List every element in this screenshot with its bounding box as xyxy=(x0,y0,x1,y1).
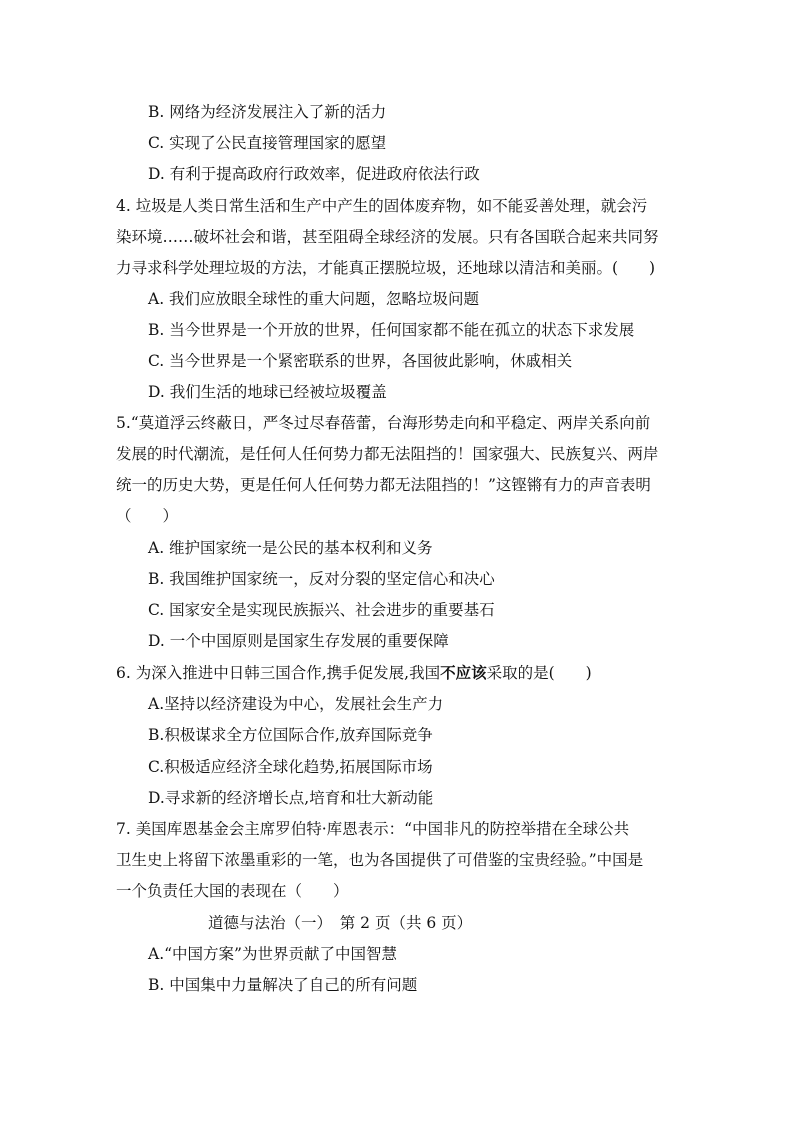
q5-option-a: A. 维护国家统一是公民的基本权利和义务 xyxy=(148,539,433,557)
q5-stem-line-2: 发展的时代潮流，是任何人任何势力都无法阻挡的！国家强大、民族复兴、两岸 xyxy=(116,445,659,463)
q6-stem-suffix: 采取的是( ) xyxy=(486,664,592,682)
q6-option-c: C.积极适应经济全球化趋势,拓展国际市场 xyxy=(148,758,433,776)
q7-stem-line-2: 卫生史上将留下浓墨重彩的一笔，也为各国提供了可借鉴的宝贵经验。”中国是 xyxy=(116,851,644,869)
q5-option-d: D. 一个中国原则是国家生存发展的重要保障 xyxy=(148,632,449,650)
q3-option-d: D. 有利于提高政府行政效率，促进政府依法行政 xyxy=(148,165,480,183)
q5-stem-line-1: 5.“莫道浮云终蔽日，严冬过尽春蓓蕾，台海形势走向和平稳定、两岸关系向前 xyxy=(116,414,651,432)
q6-stem xyxy=(116,662,592,684)
q3-option-b: B. 网络为经济发展注入了新的活力 xyxy=(148,103,387,121)
q4-option-d: D. 我们生活的地球已经被垃圾覆盖 xyxy=(148,383,387,401)
q6-option-a: A.坚持以经济建设为中心，发展社会生产力 xyxy=(148,695,444,713)
q4-option-a: A. 我们应放眼全球性的重大问题，忽略垃圾问题 xyxy=(148,290,480,308)
q7-option-b: B. 中国集中力量解决了自己的所有问题 xyxy=(148,976,418,994)
q4-stem-line-3: 力寻求科学处理垃圾的方法，才能真正摆脱垃圾，还地球以清洁和美丽。( ) xyxy=(116,259,656,277)
q4-stem-line-2: 染环境……破坏社会和谐，甚至阻碍全球经济的发展。只有各国联合起来共同努 xyxy=(116,228,659,246)
q4-option-b: B. 当今世界是一个开放的世界，任何国家都不能在孤立的状态下求发展 xyxy=(148,321,635,339)
q4-option-c: C. 当今世界是一个紧密联系的世界，各国彼此影响，休戚相关 xyxy=(148,352,573,370)
q7-option-a: A.“中国方案”为世界贡献了中国智慧 xyxy=(148,945,397,963)
q5-stem-line-4: （ ） xyxy=(116,507,179,525)
q5-stem-line-3: 统一的历史大势，更是任何人任何势力都无法阻挡的！”这铿锵有力的声音表明 xyxy=(116,476,651,494)
q6-option-d: D.寻求新的经济增长点,培育和壮大新动能 xyxy=(148,789,434,807)
q4-stem-line-1: 4. 垃圾是人类日常生活和生产中产生的固体废弃物，如不能妥善处理，就会污 xyxy=(116,197,648,215)
q6-option-b: B.积极谋求全方位国际合作,放弃国际竞争 xyxy=(148,726,433,744)
q6-stem-prefix: 6. 为深入推进中日韩三国合作,携手促发展,我国 xyxy=(116,664,441,682)
q7-stem-line-3: 一个负责任大国的表现在（ ） xyxy=(116,882,349,900)
q7-stem-line-1: 7. 美国库恩基金会主席罗伯特·库恩表示：“中国非凡的防控举措在全球公共 xyxy=(116,820,630,838)
q5-option-b: B. 我国维护国家统一，反对分裂的坚定信心和决心 xyxy=(148,570,495,588)
q3-option-c: C. 实现了公民直接管理国家的愿望 xyxy=(148,134,387,152)
q5-option-c: C. 国家安全是实现民族振兴、社会进步的重要基石 xyxy=(148,601,495,619)
q6-stem-emphasis: 不应该 xyxy=(440,663,487,682)
page-footer: 道德与法治（一） 第 2 页（共 6 页） xyxy=(208,914,473,932)
